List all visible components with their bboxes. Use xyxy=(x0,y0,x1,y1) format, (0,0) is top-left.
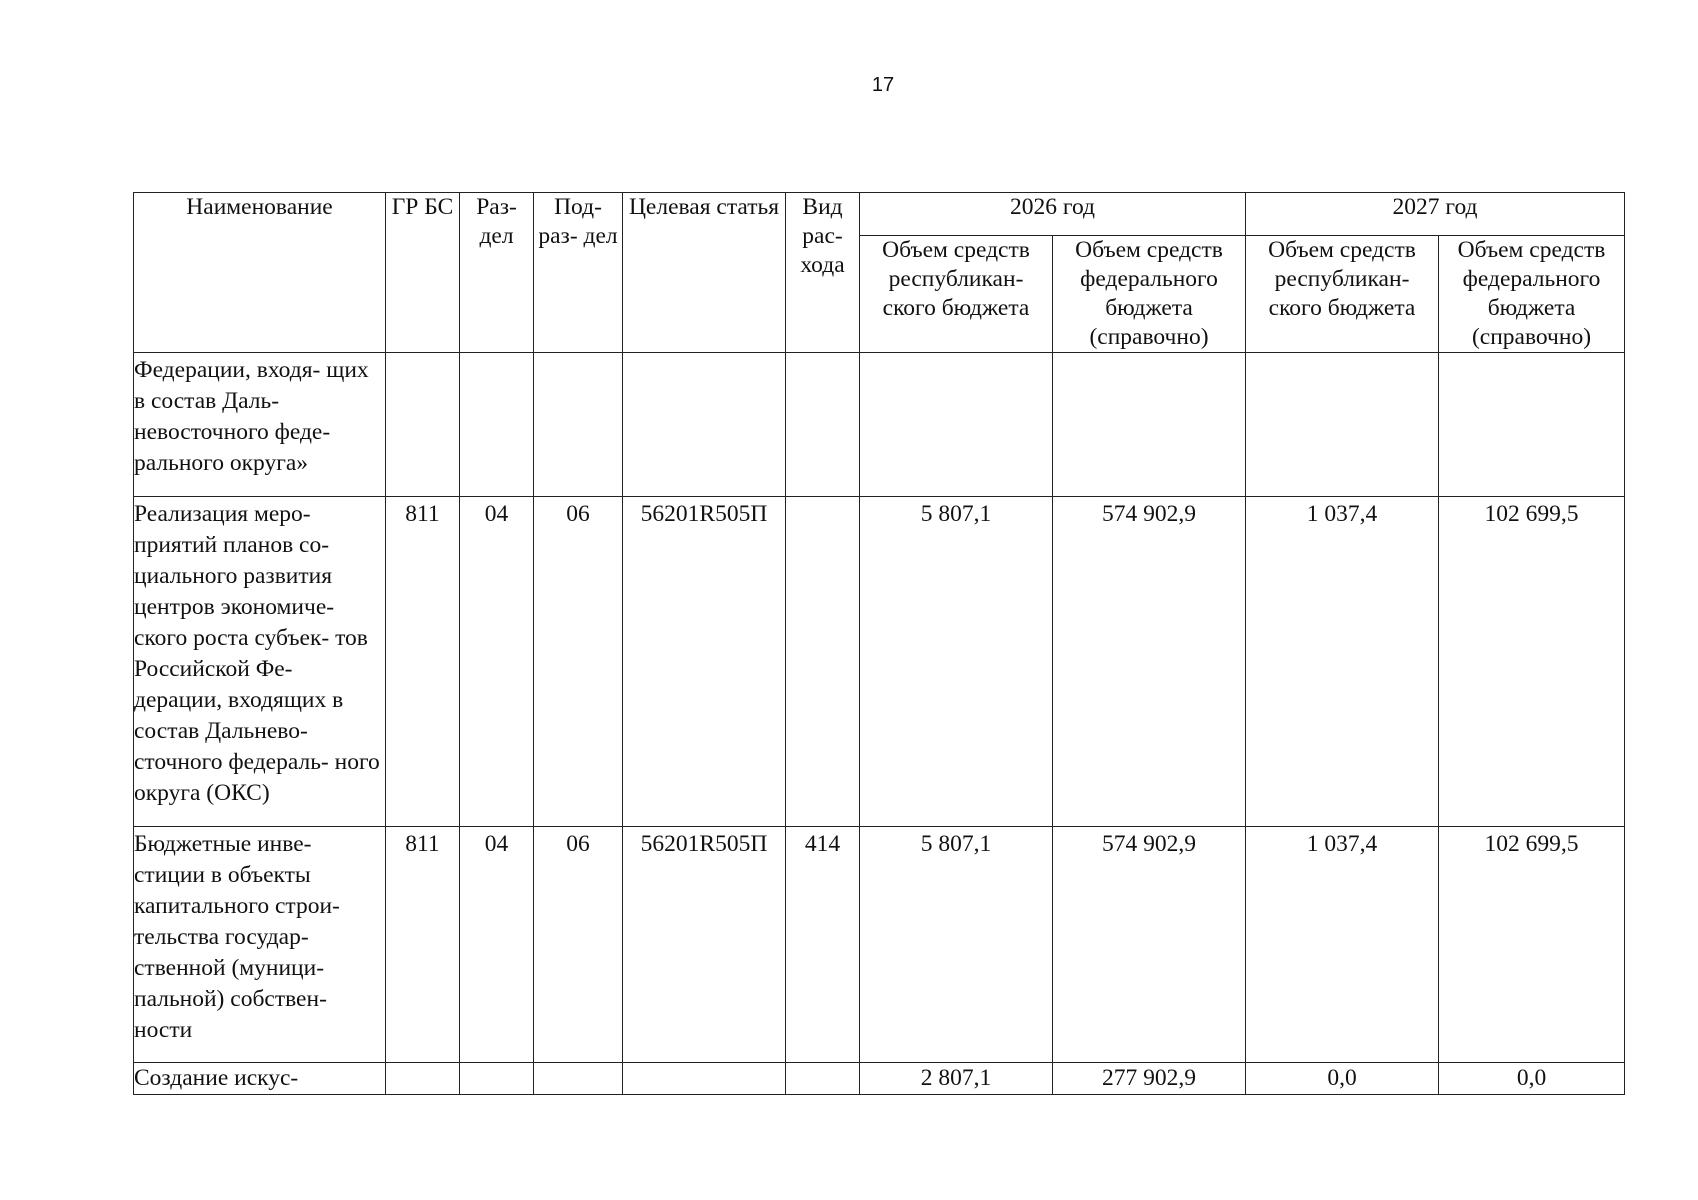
cell-razdel: 04 xyxy=(460,827,534,1063)
cell-name: Бюджетные инве- стиции в объекты капитального строи- тельства государ- ственной (муници- пальной) собствен- ности xyxy=(134,827,386,1063)
table-row xyxy=(134,827,1625,1063)
cell-podrazdel xyxy=(534,1063,623,1095)
header-name: Наименование xyxy=(134,193,386,353)
cell-grbs: 811 xyxy=(386,827,460,1063)
cell-razdel: 04 xyxy=(460,497,534,827)
cell-fed-2026: 574 902,9 xyxy=(1053,497,1246,827)
header-year-2026: 2026 год xyxy=(860,193,1246,236)
cell-fed-2027 xyxy=(1439,353,1625,497)
table-row xyxy=(134,353,1625,497)
cell-resp-2027: 1 037,4 xyxy=(1246,497,1439,827)
cell-podrazdel xyxy=(534,353,623,497)
cell-razdel xyxy=(460,353,534,497)
cell-fed-2026: 574 902,9 xyxy=(1053,827,1246,1063)
header-razdel: Раз- дел xyxy=(460,193,534,353)
cell-name: Федерации, входя- щих в состав Даль- невосточного феде- рального округа» xyxy=(134,353,386,497)
cell-fed-2027: 102 699,5 xyxy=(1439,827,1625,1063)
header-grbs: ГР БС xyxy=(386,193,460,353)
header-resp-budget-2027: Объем средств республикан- ского бюджета xyxy=(1246,236,1439,353)
cell-fed-2027: 102 699,5 xyxy=(1439,497,1625,827)
header-celevaya-statya: Целевая статья xyxy=(623,193,786,353)
table-row xyxy=(134,497,1625,827)
header-podrazdel: Под- раз- дел xyxy=(534,193,623,353)
cell-resp-2026: 5 807,1 xyxy=(860,827,1053,1063)
cell-resp-2026: 5 807,1 xyxy=(860,497,1053,827)
cell-name: Создание искус- xyxy=(134,1063,386,1095)
header-fed-budget-2026: Объем средств федерального бюджета (справочно) xyxy=(1053,236,1246,353)
cell-grbs xyxy=(386,1063,460,1095)
cell-podrazdel: 06 xyxy=(534,497,623,827)
header-fed-budget-2027: Объем средств федерального бюджета (справочно) xyxy=(1439,236,1625,353)
cell-vid xyxy=(786,353,860,497)
cell-vid xyxy=(786,497,860,827)
cell-resp-2026: 2 807,1 xyxy=(860,1063,1053,1095)
cell-fed-2026 xyxy=(1053,353,1246,497)
header-vid-rashoda: Вид рас- хода xyxy=(786,193,860,353)
cell-name: Реализация меро- приятий планов со- циального развития центров экономиче- ского роста субъек- тов Российской Фе- дерации, входящих в состав Дальнево- сточного федераль- ного округа (ОКС) xyxy=(134,497,386,827)
cell-vid xyxy=(786,1063,860,1095)
cell-celevaya: 56201R505П xyxy=(623,827,786,1063)
cell-vid: 414 xyxy=(786,827,860,1063)
cell-fed-2027: 0,0 xyxy=(1439,1063,1625,1095)
cell-celevaya xyxy=(623,1063,786,1095)
cell-razdel xyxy=(460,1063,534,1095)
cell-resp-2027: 1 037,4 xyxy=(1246,827,1439,1063)
cell-celevaya: 56201R505П xyxy=(623,497,786,827)
cell-resp-2027: 0,0 xyxy=(1246,1063,1439,1095)
cell-resp-2026 xyxy=(860,353,1053,497)
cell-podrazdel: 06 xyxy=(534,827,623,1063)
cell-grbs: 811 xyxy=(386,497,460,827)
header-resp-budget-2026: Объем средств республикан- ского бюджета xyxy=(860,236,1053,353)
cell-celevaya xyxy=(623,353,786,497)
budget-table xyxy=(133,192,1625,1095)
header-year-2027: 2027 год xyxy=(1246,193,1625,236)
page-number: 17 xyxy=(871,74,895,96)
header-row-top xyxy=(134,193,1625,236)
cell-resp-2027 xyxy=(1246,353,1439,497)
table-row xyxy=(134,1063,1625,1095)
cell-grbs xyxy=(386,353,460,497)
cell-fed-2026: 277 902,9 xyxy=(1053,1063,1246,1095)
